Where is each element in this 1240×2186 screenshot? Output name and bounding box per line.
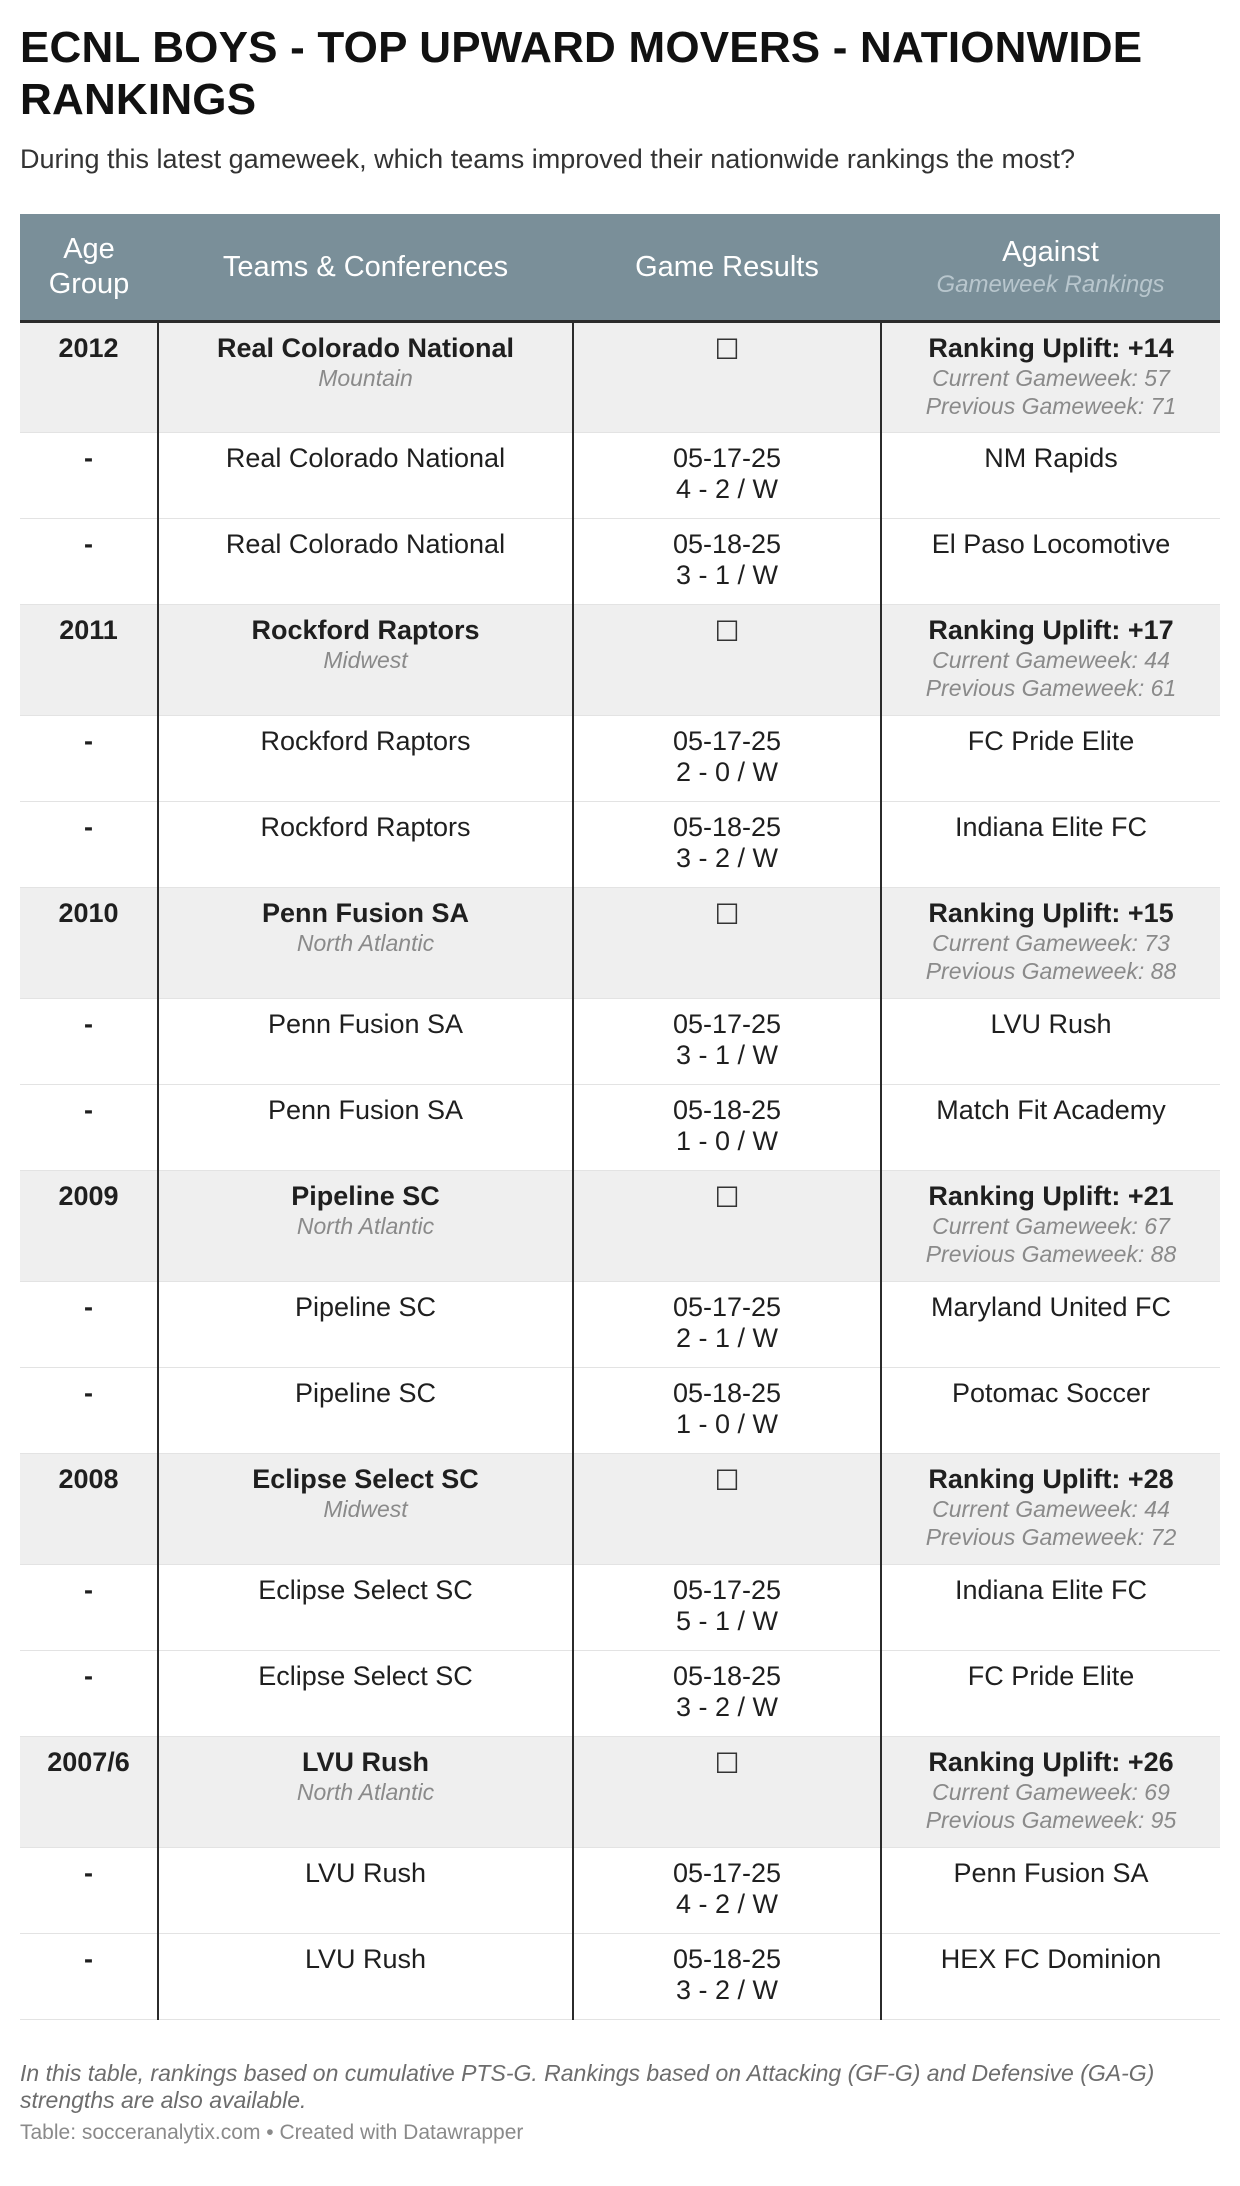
ranking-uplift: Ranking Uplift: +15	[928, 898, 1174, 928]
opponent-cell: Match Fit Academy	[881, 1085, 1220, 1171]
ranking-cell	[881, 1737, 1220, 1848]
ranking-uplift: Ranking Uplift: +14	[928, 333, 1174, 363]
game-team-cell: Pipeline SC	[158, 1282, 573, 1368]
ranking-uplift: Ranking Uplift: +21	[928, 1181, 1174, 1211]
game-result-cell	[573, 1282, 881, 1368]
game-age-cell: -	[20, 1085, 158, 1171]
conference-name: Midwest	[323, 647, 408, 673]
game-date: 05-17-25	[672, 443, 782, 473]
game-age-cell: -	[20, 519, 158, 605]
summary-row	[20, 1171, 1220, 1282]
current-gameweek: Current Gameweek: 67	[932, 1213, 1170, 1239]
game-result-cell	[573, 1565, 881, 1651]
game-result-cell	[573, 1934, 881, 2020]
checkbox-icon: ☐	[714, 334, 740, 365]
ranking-uplift: Ranking Uplift: +28	[928, 1464, 1174, 1494]
team-cell	[158, 1454, 573, 1565]
current-gameweek: Current Gameweek: 57	[932, 365, 1170, 391]
header-age-group: Age Group	[20, 214, 158, 322]
game-date: 05-18-25	[672, 1944, 782, 1974]
team-name: Rockford Raptors	[251, 615, 480, 645]
game-result-cell	[573, 1085, 881, 1171]
game-team-cell: Rockford Raptors	[158, 716, 573, 802]
results-cell	[573, 1171, 881, 1282]
game-age-cell: -	[20, 1848, 158, 1934]
game-team-cell: Eclipse Select SC	[158, 1565, 573, 1651]
current-gameweek: Current Gameweek: 73	[932, 930, 1170, 956]
results-cell	[573, 322, 881, 433]
game-age-cell: -	[20, 716, 158, 802]
age-group-cell: 2012	[20, 322, 158, 433]
team-name: Eclipse Select SC	[252, 1464, 479, 1494]
ranking-cell	[881, 1171, 1220, 1282]
opponent-cell: Maryland United FC	[881, 1282, 1220, 1368]
game-result-cell	[573, 802, 881, 888]
game-date: 05-17-25	[672, 1292, 782, 1322]
team-name: Penn Fusion SA	[261, 898, 469, 928]
summary-row	[20, 888, 1220, 999]
opponent-cell: FC Pride Elite	[881, 716, 1220, 802]
ranking-cell	[881, 322, 1220, 433]
game-score: 3 - 1 / W	[675, 560, 778, 590]
previous-gameweek: Previous Gameweek: 88	[925, 1241, 1177, 1267]
header-results: Game Results	[573, 214, 881, 322]
game-row	[20, 1934, 1220, 2020]
game-age-cell: -	[20, 1368, 158, 1454]
game-row	[20, 1651, 1220, 1737]
ranking-uplift: Ranking Uplift: +26	[928, 1747, 1174, 1777]
opponent-cell: Potomac Soccer	[881, 1368, 1220, 1454]
previous-gameweek: Previous Gameweek: 71	[925, 393, 1177, 419]
game-date: 05-17-25	[672, 1009, 782, 1039]
game-team-cell: Pipeline SC	[158, 1368, 573, 1454]
current-gameweek: Current Gameweek: 69	[932, 1779, 1170, 1805]
game-age-cell: -	[20, 433, 158, 519]
header-against: Against Gameweek Rankings	[881, 214, 1220, 322]
game-result-cell	[573, 519, 881, 605]
opponent-cell: FC Pride Elite	[881, 1651, 1220, 1737]
game-age-cell: -	[20, 802, 158, 888]
game-row	[20, 519, 1220, 605]
game-score: 5 - 1 / W	[675, 1606, 778, 1636]
game-date: 05-17-25	[672, 726, 782, 756]
team-cell	[158, 605, 573, 716]
page-title: ECNL BOYS - TOP UPWARD MOVERS - NATIONWIDE RANKINGS	[20, 23, 1143, 124]
results-cell	[573, 1454, 881, 1565]
game-date: 05-17-25	[672, 1575, 782, 1605]
game-score: 3 - 2 / W	[675, 1975, 778, 2005]
age-group-cell: 2007/6	[20, 1737, 158, 1848]
age-group-cell: 2008	[20, 1454, 158, 1565]
opponent-cell: Penn Fusion SA	[881, 1848, 1220, 1934]
game-row	[20, 1085, 1220, 1171]
opponent-cell: HEX FC Dominion	[881, 1934, 1220, 2020]
game-row	[20, 716, 1220, 802]
game-age-cell: -	[20, 1565, 158, 1651]
opponent-cell: Indiana Elite FC	[881, 802, 1220, 888]
checkbox-icon: ☐	[714, 616, 740, 647]
game-row	[20, 1565, 1220, 1651]
age-group-cell: 2010	[20, 888, 158, 999]
ranking-cell	[881, 1454, 1220, 1565]
conference-name: Midwest	[323, 1496, 408, 1522]
game-row	[20, 1282, 1220, 1368]
page-description: During this latest gameweek, which teams improved their nationwide rankings the most?	[20, 144, 1076, 174]
table-body	[20, 322, 1220, 2020]
previous-gameweek: Previous Gameweek: 61	[925, 675, 1177, 701]
game-date: 05-18-25	[672, 529, 782, 559]
game-score: 1 - 0 / W	[675, 1409, 778, 1439]
age-group-cell: 2009	[20, 1171, 158, 1282]
game-result-cell	[573, 1368, 881, 1454]
checkbox-icon: ☐	[714, 899, 740, 930]
previous-gameweek: Previous Gameweek: 95	[925, 1807, 1177, 1833]
game-result-cell	[573, 1848, 881, 1934]
previous-gameweek: Previous Gameweek: 72	[925, 1524, 1177, 1550]
game-date: 05-18-25	[672, 1661, 782, 1691]
summary-row	[20, 322, 1220, 433]
page	[20, 22, 1220, 2146]
team-cell	[158, 322, 573, 433]
conference-name: North Atlantic	[296, 1779, 435, 1805]
game-date: 05-17-25	[672, 1858, 782, 1888]
game-row	[20, 1848, 1220, 1934]
previous-gameweek: Previous Gameweek: 88	[925, 958, 1177, 984]
table-header	[20, 214, 1220, 322]
game-date: 05-18-25	[672, 1095, 782, 1125]
results-cell	[573, 605, 881, 716]
game-team-cell: LVU Rush	[158, 1934, 573, 2020]
team-cell	[158, 1737, 573, 1848]
game-score: 2 - 1 / W	[675, 1323, 778, 1353]
summary-row	[20, 1454, 1220, 1565]
game-team-cell: Penn Fusion SA	[158, 999, 573, 1085]
checkbox-icon: ☐	[714, 1182, 740, 1213]
ranking-cell	[881, 888, 1220, 999]
game-score: 3 - 2 / W	[675, 843, 778, 873]
footnote: In this table, rankings based on cumulative PTS-G. Rankings based on Attacking (GF-G) and Defensive (GA-G) strengths are also available.	[20, 2060, 1155, 2113]
game-team-cell: Penn Fusion SA	[158, 1085, 573, 1171]
game-age-cell: -	[20, 1282, 158, 1368]
team-name: Real Colorado National	[216, 333, 515, 363]
checkbox-icon: ☐	[714, 1748, 740, 1779]
game-team-cell: LVU Rush	[158, 1848, 573, 1934]
game-age-cell: -	[20, 1934, 158, 2020]
team-cell	[158, 1171, 573, 1282]
ranking-uplift: Ranking Uplift: +17	[928, 615, 1174, 645]
game-team-cell: Eclipse Select SC	[158, 1651, 573, 1737]
game-result-cell	[573, 999, 881, 1085]
header-teams: Teams & Conferences	[158, 214, 573, 322]
current-gameweek: Current Gameweek: 44	[932, 647, 1170, 673]
game-age-cell: -	[20, 1651, 158, 1737]
current-gameweek: Current Gameweek: 44	[932, 1496, 1170, 1522]
age-group-cell: 2011	[20, 605, 158, 716]
team-name: Pipeline SC	[291, 1181, 440, 1211]
team-name: LVU Rush	[302, 1747, 429, 1777]
opponent-cell: Indiana Elite FC	[881, 1565, 1220, 1651]
game-team-cell: Rockford Raptors	[158, 802, 573, 888]
conference-name: Mountain	[318, 365, 413, 391]
game-result-cell	[573, 1651, 881, 1737]
game-result-cell	[573, 433, 881, 519]
rankings-table	[20, 214, 1220, 2020]
summary-row	[20, 1737, 1220, 1848]
game-result-cell	[573, 716, 881, 802]
game-score: 3 - 1 / W	[675, 1040, 778, 1070]
results-cell	[573, 1737, 881, 1848]
results-cell	[573, 888, 881, 999]
game-row	[20, 802, 1220, 888]
game-score: 3 - 2 / W	[675, 1692, 778, 1722]
opponent-cell: El Paso Locomotive	[881, 519, 1220, 605]
game-row	[20, 999, 1220, 1085]
game-team-cell: Real Colorado National	[158, 519, 573, 605]
ranking-cell	[881, 605, 1220, 716]
game-score: 4 - 2 / W	[675, 474, 778, 504]
conference-name: North Atlantic	[296, 1213, 435, 1239]
game-score: 2 - 0 / W	[675, 757, 778, 787]
game-date: 05-18-25	[672, 1378, 782, 1408]
header-against-sub: Gameweek Rankings	[936, 270, 1165, 298]
game-row	[20, 433, 1220, 519]
conference-name: North Atlantic	[296, 930, 435, 956]
team-cell	[158, 888, 573, 999]
checkbox-icon: ☐	[714, 1465, 740, 1496]
game-score: 1 - 0 / W	[675, 1126, 778, 1156]
game-team-cell: Real Colorado National	[158, 433, 573, 519]
summary-row	[20, 605, 1220, 716]
game-date: 05-18-25	[672, 812, 782, 842]
game-score: 4 - 2 / W	[675, 1889, 778, 1919]
game-row	[20, 1368, 1220, 1454]
game-age-cell: -	[20, 999, 158, 1085]
opponent-cell: LVU Rush	[881, 999, 1220, 1085]
opponent-cell: NM Rapids	[881, 433, 1220, 519]
source-credit: Table: socceranalytix.com • Created with Datawrapper	[20, 2121, 524, 2144]
